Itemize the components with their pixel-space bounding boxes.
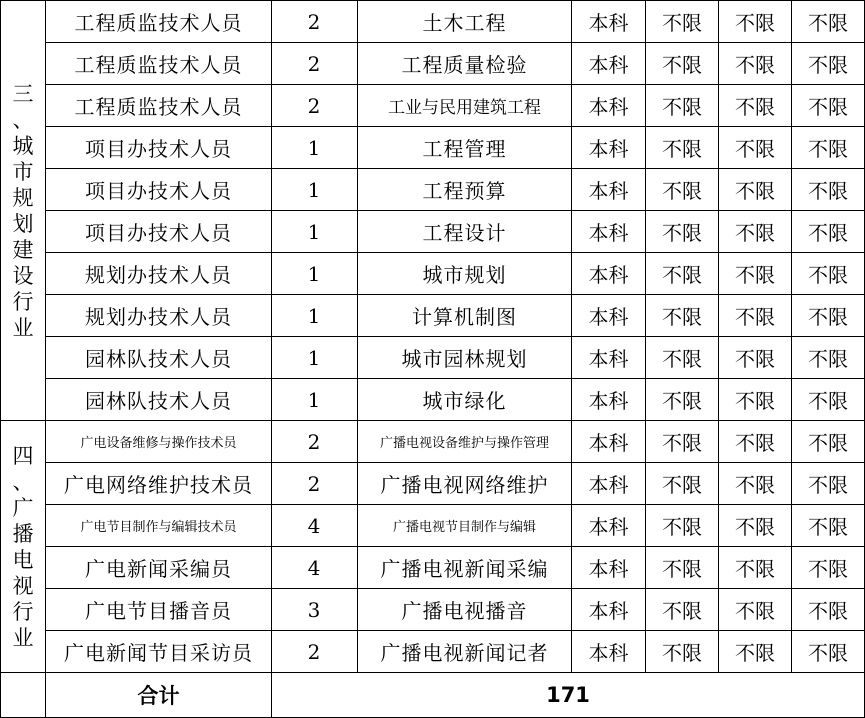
limit-cell: 不限 [792,211,865,253]
table-row [1,295,865,337]
table-row [1,631,865,673]
category-cell: 三 、 城 市 规 划 建 设 行 业 [1,1,46,421]
count-cell: 4 [272,547,358,589]
education-cell: 本科 [572,589,646,631]
total-label: 合计 [46,673,272,718]
limit-cell: 不限 [792,253,865,295]
count-cell: 1 [272,337,358,379]
limit-cell: 不限 [792,547,865,589]
count-cell: 1 [272,295,358,337]
table-row [1,379,865,421]
education-cell: 本科 [572,127,646,169]
table-row [1,463,865,505]
table-row [1,85,865,127]
table-row [1,43,865,85]
position-cell: 规划办技术人员 [46,253,272,295]
limit-cell: 不限 [646,631,719,673]
limit-cell: 不限 [646,253,719,295]
limit-cell: 不限 [646,421,719,463]
count-cell: 1 [272,127,358,169]
limit-cell: 不限 [646,295,719,337]
limit-cell: 不限 [792,169,865,211]
limit-cell: 不限 [792,337,865,379]
total-spacer [1,673,46,718]
limit-cell: 不限 [646,1,719,43]
education-cell: 本科 [572,547,646,589]
major-cell: 广播电视节目制作与编辑 [358,505,572,547]
major-cell: 工业与民用建筑工程 [358,85,572,127]
limit-cell: 不限 [646,547,719,589]
major-cell: 城市规划 [358,253,572,295]
major-cell: 工程预算 [358,169,572,211]
education-cell: 本科 [572,505,646,547]
limit-cell: 不限 [646,169,719,211]
education-cell: 本科 [572,211,646,253]
limit-cell: 不限 [719,295,792,337]
category-cell: 四 、 广 播 电 视 行 业 [1,421,46,673]
count-cell: 2 [272,1,358,43]
limit-cell: 不限 [646,211,719,253]
limit-cell: 不限 [719,253,792,295]
position-cell: 工程质监技术人员 [46,1,272,43]
total-value: 171 [272,673,865,718]
major-cell: 城市园林规划 [358,337,572,379]
position-cell: 项目办技术人员 [46,127,272,169]
education-cell: 本科 [572,43,646,85]
table-row [1,169,865,211]
table-row [1,505,865,547]
position-cell: 广电网络维护技术员 [46,463,272,505]
position-cell: 广电新闻采编员 [46,547,272,589]
major-cell: 广播电视网络维护 [358,463,572,505]
count-cell: 1 [272,253,358,295]
major-cell: 工程管理 [358,127,572,169]
education-cell: 本科 [572,421,646,463]
limit-cell: 不限 [646,43,719,85]
limit-cell: 不限 [792,85,865,127]
limit-cell: 不限 [719,631,792,673]
position-cell: 广电节目播音员 [46,589,272,631]
count-cell: 1 [272,169,358,211]
education-cell: 本科 [572,337,646,379]
table-row [1,211,865,253]
position-cell: 项目办技术人员 [46,169,272,211]
education-cell: 本科 [572,169,646,211]
count-cell: 1 [272,211,358,253]
major-cell: 工程质量检验 [358,43,572,85]
limit-cell: 不限 [719,127,792,169]
major-cell: 工程设计 [358,211,572,253]
table-row [1,1,865,43]
education-cell: 本科 [572,85,646,127]
table-row [1,589,865,631]
education-cell: 本科 [572,379,646,421]
limit-cell: 不限 [719,421,792,463]
limit-cell: 不限 [719,85,792,127]
major-cell: 计算机制图 [358,295,572,337]
major-cell: 土木工程 [358,1,572,43]
education-cell: 本科 [572,253,646,295]
position-cell: 广电设备维修与操作技术员 [46,421,272,463]
education-cell: 本科 [572,631,646,673]
limit-cell: 不限 [792,505,865,547]
position-cell: 广电新闻节目采访员 [46,631,272,673]
position-cell: 规划办技术人员 [46,295,272,337]
major-cell: 广播电视播音 [358,589,572,631]
position-cell: 广电节目制作与编辑技术员 [46,505,272,547]
limit-cell: 不限 [646,379,719,421]
total-row [1,673,865,718]
limit-cell: 不限 [792,379,865,421]
limit-cell: 不限 [646,463,719,505]
limit-cell: 不限 [792,463,865,505]
limit-cell: 不限 [719,379,792,421]
table-row [1,253,865,295]
position-cell: 园林队技术人员 [46,379,272,421]
table-row [1,337,865,379]
table-row [1,127,865,169]
count-cell: 3 [272,589,358,631]
education-cell: 本科 [572,463,646,505]
count-cell: 4 [272,505,358,547]
limit-cell: 不限 [792,1,865,43]
count-cell: 1 [272,379,358,421]
limit-cell: 不限 [719,337,792,379]
table-row [1,421,865,463]
limit-cell: 不限 [646,589,719,631]
limit-cell: 不限 [792,421,865,463]
limit-cell: 不限 [792,589,865,631]
major-cell: 广播电视新闻记者 [358,631,572,673]
count-cell: 2 [272,463,358,505]
count-cell: 2 [272,421,358,463]
limit-cell: 不限 [719,463,792,505]
limit-cell: 不限 [792,127,865,169]
limit-cell: 不限 [646,85,719,127]
limit-cell: 不限 [792,631,865,673]
limit-cell: 不限 [646,505,719,547]
position-cell: 园林队技术人员 [46,337,272,379]
limit-cell: 不限 [719,211,792,253]
major-cell: 广播电视设备维护与操作管理 [358,421,572,463]
education-cell: 本科 [572,295,646,337]
major-cell: 城市绿化 [358,379,572,421]
limit-cell: 不限 [792,295,865,337]
limit-cell: 不限 [719,505,792,547]
limit-cell: 不限 [719,547,792,589]
count-cell: 2 [272,85,358,127]
position-cell: 工程质监技术人员 [46,43,272,85]
position-cell: 工程质监技术人员 [46,85,272,127]
count-cell: 2 [272,631,358,673]
table-row [1,547,865,589]
count-cell: 2 [272,43,358,85]
limit-cell: 不限 [719,169,792,211]
position-cell: 项目办技术人员 [46,211,272,253]
major-cell: 广播电视新闻采编 [358,547,572,589]
limit-cell: 不限 [719,43,792,85]
education-cell: 本科 [572,1,646,43]
limit-cell: 不限 [792,43,865,85]
limit-cell: 不限 [719,589,792,631]
limit-cell: 不限 [646,337,719,379]
limit-cell: 不限 [719,1,792,43]
limit-cell: 不限 [646,127,719,169]
